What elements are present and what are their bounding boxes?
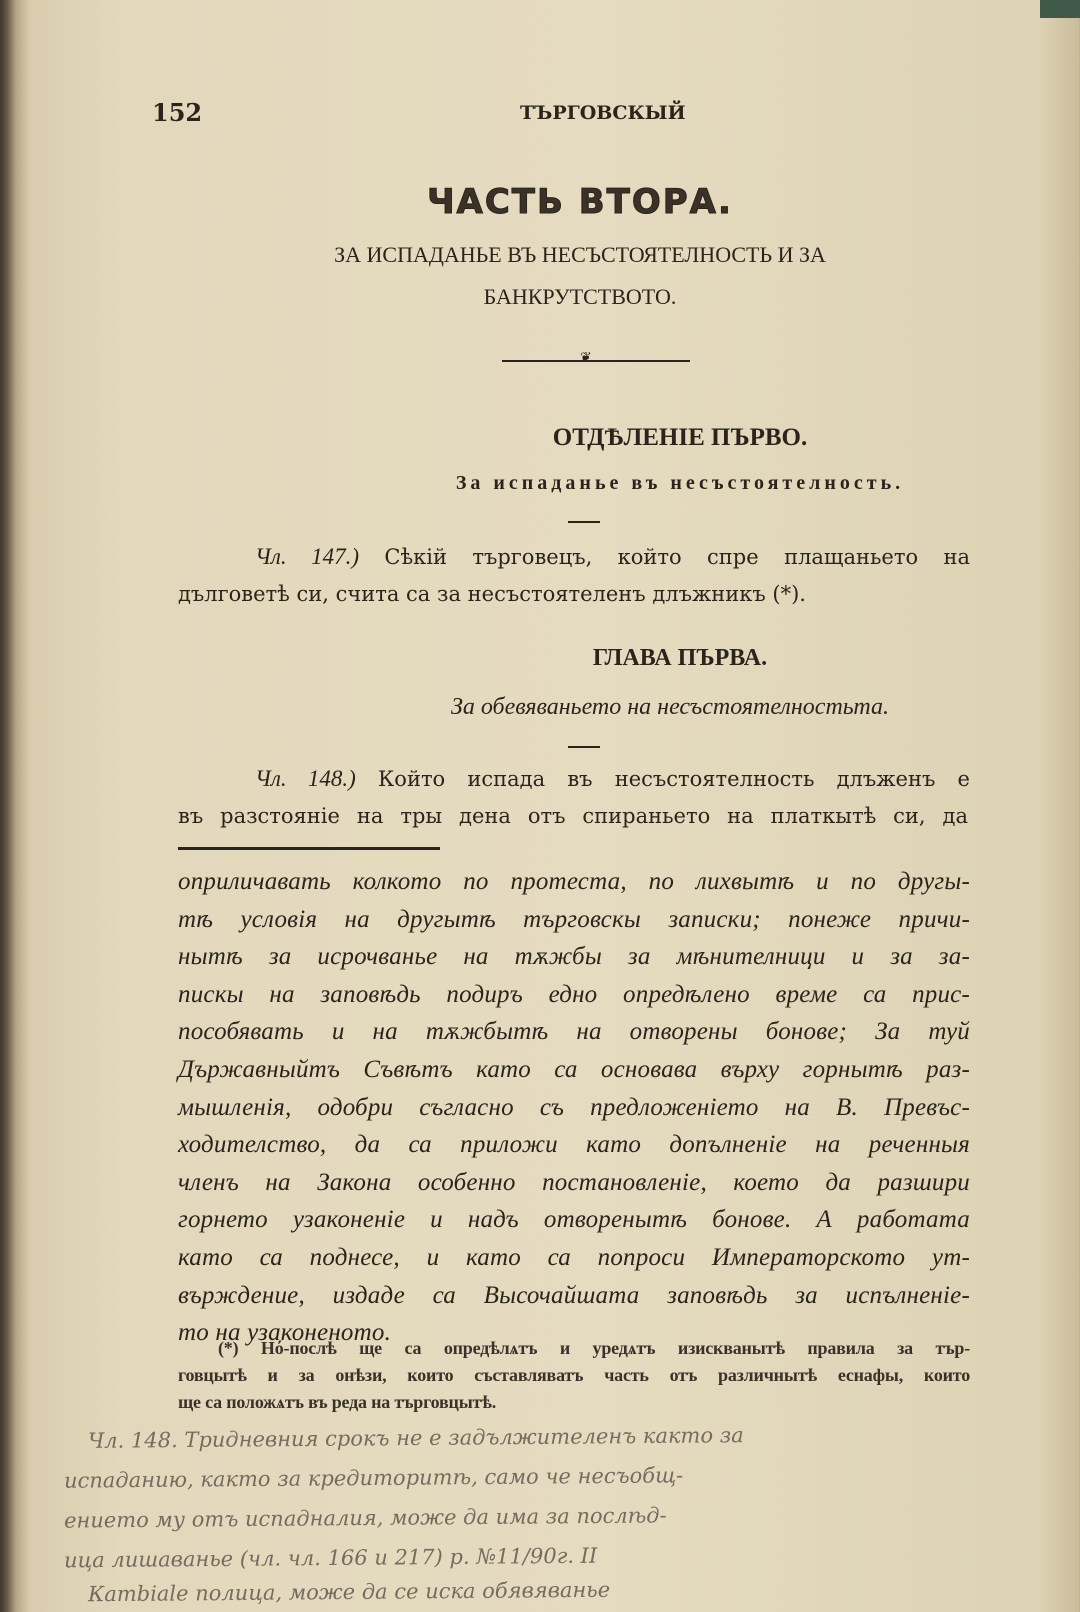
italic-line: оприличавать колкото по протеста, по лихвытѣ и по другы- — [178, 868, 970, 895]
page-number: 152 — [152, 98, 203, 127]
art-147-line-2: дълговетѣ си, счита са за несъстоятеленъ длъжникъ (*). — [178, 582, 806, 606]
part-subtitle: ЗА ИСПАДАНЬЕ ВЪ НЕСЪСТОЯТЕЛНОСТЬ И ЗА — [334, 242, 826, 267]
italic-line: то на узаконеното. — [178, 1319, 392, 1347]
italic-line: членъ на Закона особенно постановленіе, което да разшири — [178, 1168, 970, 1196]
chapter-subtitle: За обевяваньето на несъстоятелностьта. — [450, 694, 890, 720]
italic-line: като са поднесе, и като са попроси Императорското ут- — [178, 1244, 970, 1271]
italic-line: пискы на заповѣдь подиръ едно опредѣлено време са прис- — [178, 980, 970, 1008]
handwritten-note-line: Кambiale полица, може да се иска обявяванье — [87, 1577, 611, 1607]
italic-line: горнето узаконеніе и надъ отворенытѣ бонове. А работата — [178, 1206, 970, 1234]
scan-edge-mark — [1040, 0, 1080, 18]
art-148-line-1: Чл. 148.) Който испада въ несъстоятелность длъженъ е — [255, 766, 970, 791]
handwritten-note-line: ението му отъ испадналия, може да има за послѣд- — [63, 1503, 667, 1533]
chapter-title: ГЛАВА ПЪРВА. — [592, 645, 768, 671]
section-subtitle: За испаданье въ несъстоятелность. — [455, 472, 905, 494]
footnote-line: (*) Нό-послѣ ще са опредѣлѧтъ и уредѧтъ изискванытѣ правила за тър- — [218, 1338, 970, 1358]
page-break-rule — [178, 847, 440, 850]
footnote-line: ще са положѧтъ въ реда на търговцытѣ. — [178, 1392, 497, 1412]
handwritten-note-line: ица лишаванье (чл. чл. 166 и 217) р. №11/90г. II — [63, 1543, 598, 1573]
italic-line: върждение, издаде са Высочайшата заповѣдь за испълненіе- — [178, 1281, 970, 1309]
italic-line: мышленія, одобри съгласно съ предложеніето на В. Превъс- — [178, 1093, 970, 1121]
art-148-line-2: въ разстояніе на тры дена отъ спираньето на платкытѣ си, да — [178, 804, 968, 828]
handwritten-note-line: испаданию, както за кредиторитѣ, само че несъобщ- — [63, 1463, 684, 1493]
italic-line: тѣ условія на другытѣ търговскы записки; понеже причи- — [178, 905, 970, 933]
italic-line: нытѣ за исрочванье на тѫжбы за мѣнителници и за за- — [178, 943, 970, 971]
ornament-icon: ❦ — [580, 350, 592, 366]
running-head: ТЪРГОВСКЫЙ — [520, 102, 686, 124]
short-divider — [568, 521, 600, 523]
italic-line: Държавныйтъ Съвѣтъ като са основава върху горнытѣ раз- — [178, 1056, 970, 1083]
part-title: ЧАСТЬ ВТОРА. — [427, 182, 733, 222]
part-subtitle-2: БАНКРУТСТВОТО. — [483, 284, 677, 309]
short-divider-2 — [568, 746, 600, 748]
handwritten-note-line: Чл. 148. Тридневния срокъ не е задължителенъ както за — [87, 1423, 744, 1453]
italic-line: пособявать и на тѫжбытѣ на отворены бонове; За туй — [178, 1018, 970, 1046]
footnote-line: говцытѣ и за онѣзи, които съставляватъ часть отъ различнытѣ еснафы, които — [178, 1365, 970, 1385]
art-147-line-1: Чл. 147.) Сѣкій търговецъ, който спре плащаньето на — [255, 544, 970, 569]
section-title: ОТДѢЛЕНІЕ ПЪРВО. — [552, 424, 808, 451]
italic-line: ходителство, да са приложи като допълненіе на реченныя — [178, 1131, 970, 1159]
